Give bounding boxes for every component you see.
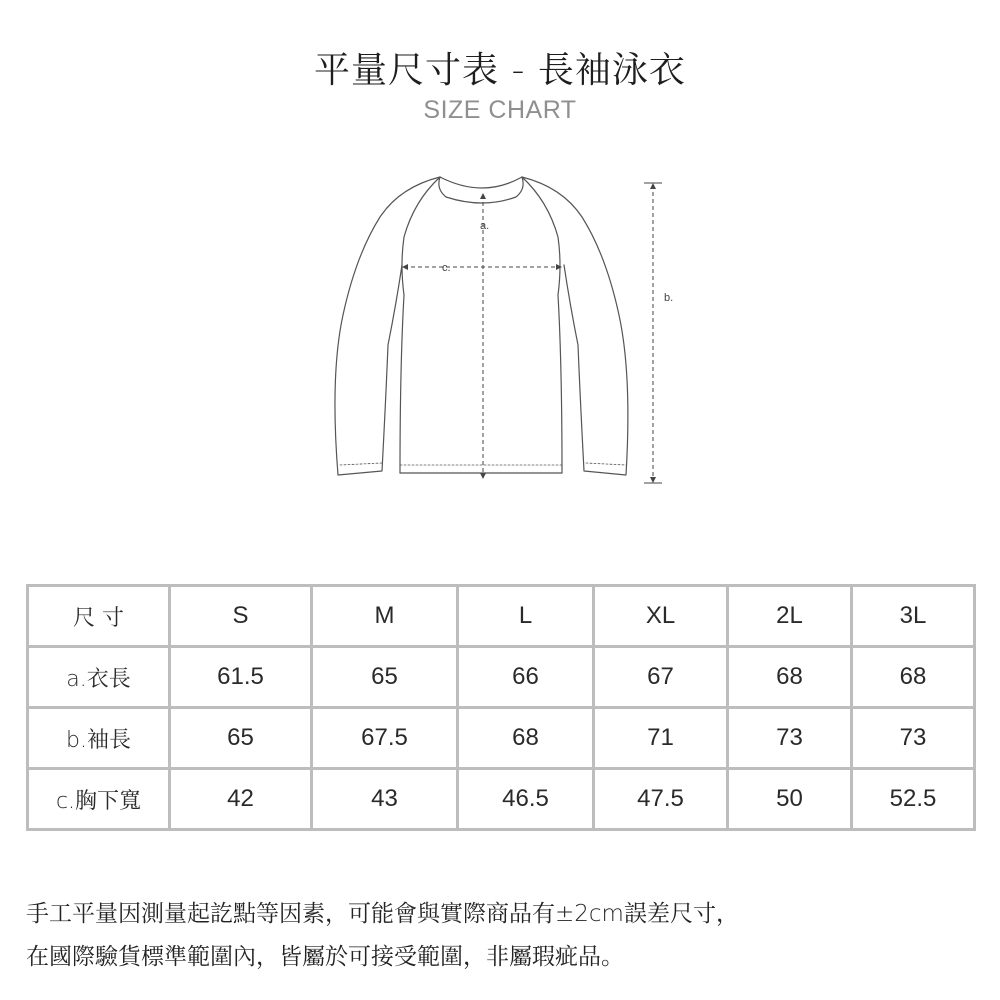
disclaimer-note <box>26 893 986 979</box>
table-cell: 52.5 <box>852 769 975 830</box>
note-line: 在國際驗貨標準範圍內，皆屬於可接受範圍，非屬瑕疵品。 <box>26 944 624 970</box>
size-table <box>26 584 976 831</box>
table-cell: 67 <box>594 647 728 708</box>
table-cell: 68 <box>852 647 975 708</box>
table-cell: 42 <box>170 769 312 830</box>
header-cell: 尺 寸 <box>28 586 170 647</box>
table-cell: 71 <box>594 708 728 769</box>
row-label: c.胸下寬 <box>28 769 170 830</box>
table-cell: 47.5 <box>594 769 728 830</box>
garment-diagram <box>300 165 700 505</box>
row-label: a.衣長 <box>28 647 170 708</box>
page-title: 平量尺寸表 - 長袖泳衣 <box>314 50 686 91</box>
header-cell: M <box>312 586 458 647</box>
table-row <box>28 647 975 708</box>
table-cell: 65 <box>312 647 458 708</box>
header-cell: 3L <box>852 586 975 647</box>
table-row <box>28 769 975 830</box>
table-cell: 73 <box>852 708 975 769</box>
label-a: a. <box>480 220 490 232</box>
row-label: b.袖長 <box>28 708 170 769</box>
table-cell: 50 <box>728 769 852 830</box>
table-header-row <box>28 586 975 647</box>
table-cell: 46.5 <box>458 769 594 830</box>
table-cell: 67.5 <box>312 708 458 769</box>
page-subtitle: SIZE CHART <box>423 96 577 124</box>
table-cell: 65 <box>170 708 312 769</box>
note-line: 手工平量因測量起訖點等因素，可能會與實際商品有±2cm誤差尺寸， <box>26 901 739 927</box>
table-cell: 68 <box>728 647 852 708</box>
measure-lines <box>402 183 662 483</box>
header-cell: XL <box>594 586 728 647</box>
label-c: c. <box>442 262 451 274</box>
header-cell: 2L <box>728 586 852 647</box>
table-cell: 61.5 <box>170 647 312 708</box>
table-cell: 68 <box>458 708 594 769</box>
label-b: b. <box>664 292 674 304</box>
table-cell: 66 <box>458 647 594 708</box>
header-cell: S <box>170 586 312 647</box>
header-cell: L <box>458 586 594 647</box>
table-cell: 43 <box>312 769 458 830</box>
table-row <box>28 708 975 769</box>
table-cell: 73 <box>728 708 852 769</box>
